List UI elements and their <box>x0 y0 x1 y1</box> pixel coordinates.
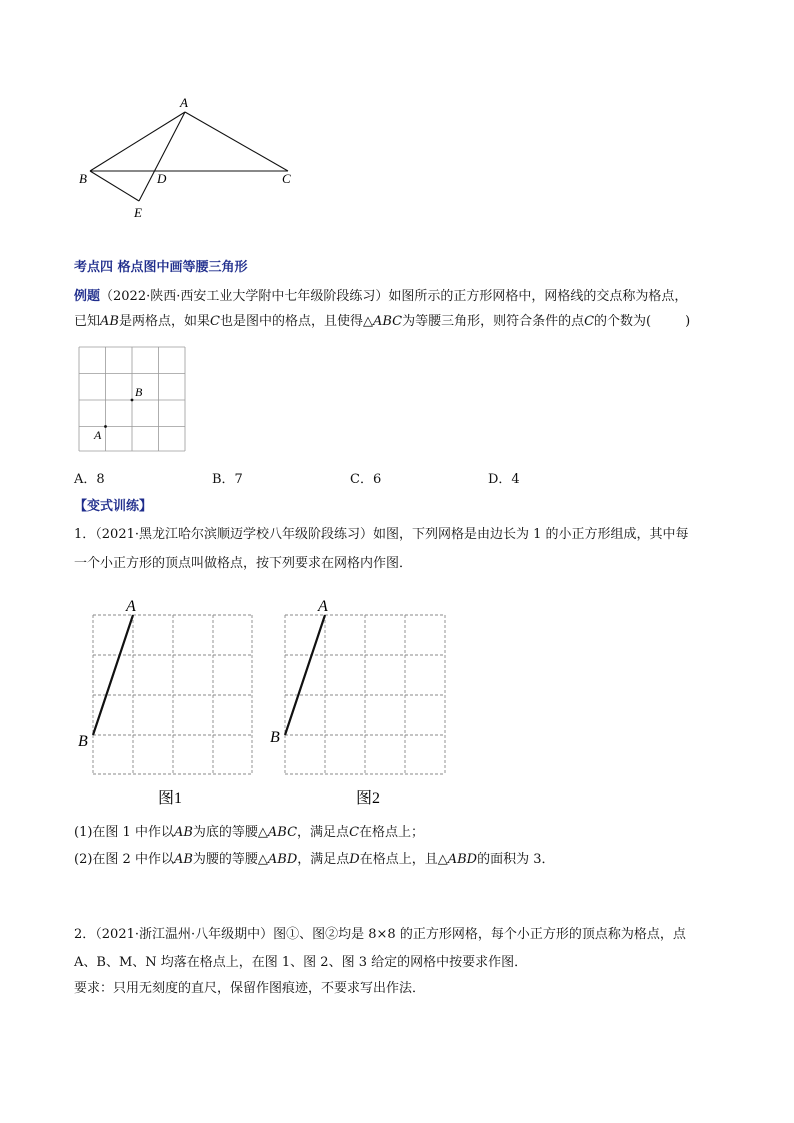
option-c: C．6 <box>350 472 382 487</box>
label-C: C <box>282 171 291 186</box>
q1-line-1: 1．（2021·黑龙江哈尔滨顺迈学校八年级阶段练习）如图，下列网格是由边长为 1 的小正方形组成，其中每 <box>74 527 689 542</box>
segment-ab-fig2 <box>285 615 325 735</box>
fig1-label-B: B <box>78 733 88 750</box>
fig1-label-A: A <box>126 598 136 615</box>
label-D: D <box>157 171 167 186</box>
variant-title: 【变式训练】 <box>74 499 153 514</box>
figure-1 <box>74 592 264 812</box>
q2-line-1: 2．（2021·浙江温州·八年级期中）图①、图②均是 8×8 的正方形网格，每个小正方形的顶点称为格点，点 <box>74 927 686 942</box>
label-E: E <box>134 205 142 220</box>
grid-label-A: A <box>94 428 102 442</box>
example-label: 例题 <box>74 289 101 304</box>
example-line-2: 已知AB是两格点，如果C也是图中的格点，且使得△ABC为等腰三角形，则符合条件的点C的个数为( ) <box>74 314 691 329</box>
option-a: A．8 <box>74 472 105 487</box>
fig2-label-A: A <box>318 598 328 615</box>
segment-ae <box>139 112 185 201</box>
q1-part-2: (2)在图 2 中作以AB为腰的等腰△ABD，满足点D在格点上，且△ABD的面积为 3． <box>74 852 555 867</box>
q1-line-2: 一个小正方形的顶点叫做格点，按下列要求在网格内作图． <box>74 556 413 571</box>
example-grid <box>76 344 188 454</box>
fig1-caption: 图1 <box>158 790 183 807</box>
segment-ab <box>90 112 185 171</box>
grid-label-B: B <box>135 385 143 399</box>
q2-line-3: 要求：只用无刻度的直尺，保留作图痕迹，不要求写出作法． <box>74 981 426 996</box>
segment-ac <box>185 112 288 171</box>
fig2-label-B: B <box>270 729 280 746</box>
segment-be <box>90 171 139 201</box>
option-d: D．4 <box>488 472 520 487</box>
fig2-caption: 图2 <box>356 790 381 807</box>
triangle-figure <box>70 90 310 225</box>
figure-2 <box>268 592 458 812</box>
example-line-1 <box>74 288 687 306</box>
section-title: 考点四 格点图中画等腰三角形 <box>74 260 248 275</box>
q2-line-2: A、B、M、N 均落在格点上，在图 1、图 2、图 3 给定的网格中按要求作图． <box>74 955 528 970</box>
point-B <box>131 399 134 402</box>
label-B: B <box>79 171 87 186</box>
q1-part-1: (1)在图 1 中作以AB为底的等腰△ABC，满足点C在格点上； <box>74 825 425 840</box>
option-b: B．7 <box>212 472 243 487</box>
label-A: A <box>180 95 188 110</box>
point-A <box>104 425 107 428</box>
example-text-1: （2022·陕西·西安工业大学附中七年级阶段练习）如图所示的正方形网格中，网格线的交点称为格点， <box>100 289 688 304</box>
segment-ab-fig1 <box>93 615 133 735</box>
